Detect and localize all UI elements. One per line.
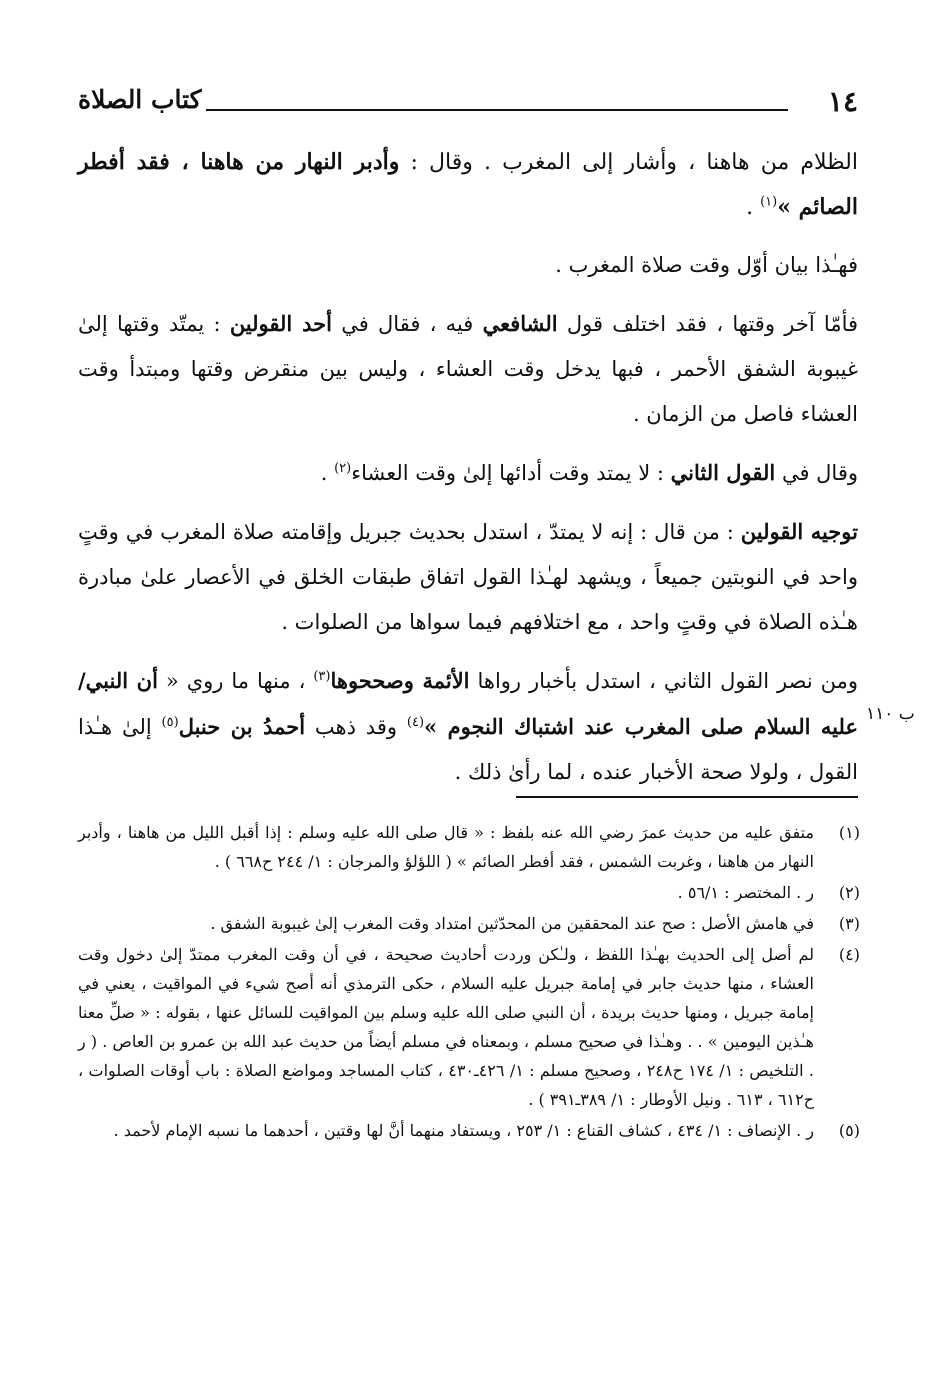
text-run: . — [746, 195, 761, 220]
footnote-ref: (١) — [760, 194, 778, 210]
text-run: : يمتّد وقتها إلىٰ غيبوبة الشفق الأحمر ، فبها يدخل وقت العشاء ، وليس بين منقرض وقتها ومبتدأ وقت العشاء فاصل من الزمان . — [78, 312, 858, 426]
text-run: وقد ذهب — [305, 715, 407, 739]
text-run: ومن نصر القول الثاني ، استدل بأخبار رواها — [469, 669, 858, 693]
footnote-text: في هامش الأصل : صح عند المحققين من المحدّثين امتداد وقت المغرب إلىٰ غيبوبة الشفق . — [210, 914, 814, 933]
bold-quote: وأدبر النهار من هاهنا ، فقد أفطر الصائم » — [78, 149, 858, 220]
footnote — [78, 909, 860, 938]
text-run: إلىٰ هـٰذا القول ، ولولا صحة الأخبار عنده ، لما رأىٰ ذلك . — [78, 715, 858, 784]
footnote-ref: (٥) — [161, 715, 179, 730]
bold-term: أحد القولين — [229, 311, 332, 336]
paragraph — [78, 301, 858, 437]
paragraph — [78, 658, 858, 795]
footnote — [78, 1116, 860, 1145]
footnote-text: لم أصل إلى الحديث بهـٰذا اللفظ ، ولـٰكن وردت أحاديث صحيحة ، في أن وقت المغرب ممتدّ إلىٰ دخول وقت العشاء ، منها حديث جابر في إمامة جبريل عليه السلام ، حكى الترمذي أنه أصح شيء في المواقيت ، يعني في إمامة جبريل ، ومنها حديث بريدة ، أن النبي صلى الله عليه وسلم بين المواقيت للسائل عنها ، بقوله : « صلِّ معنا هـٰذين اليومين » . . وهـٰذا في صحيح مسلم ، وبمعناه في مسلم أيضاً من حديث عبد الله بن عمرو بن العاص . ( ر . التلخيص : ١/ ١٧٤ ح٢٤٨ ، وصحيح مسلم : ١/ ٤٢٦ـ٤٣٠ ، كتاب المساجد ومواضع الصلاة : باب أوقات الصلوات ، ح٦١٢ ، ٦١٣ . ونيل الأوطار : ١/ ٣٨٩ـ٣٩١ ) . — [78, 945, 815, 1109]
paragraph — [78, 450, 858, 496]
footnote — [78, 940, 860, 1114]
manuscript-folio-note: ب ١١٠ — [866, 704, 915, 724]
paragraph — [78, 140, 858, 230]
bold-name: الشافعي — [482, 311, 558, 336]
footnote-text: ر . المختصر : ٥٦/١ . — [677, 883, 814, 902]
text-run: فأمّا آخر وقتها ، فقد اختلف قول — [557, 312, 859, 336]
text-run: : لا يمتد وقت أدائها إلىٰ وقت العشاء — [351, 461, 671, 485]
paragraph — [78, 509, 858, 645]
footnote-text: ر . الإنصاف : ١/ ٤٣٤ ، كشاف القناع : ١/ ٢٥٣ ، ويستفاد منهما أنَّ لها وقتين ، أحدهما ما نسبه الإمام لأحمد . — [113, 1121, 814, 1140]
footnote-text: متفق عليه من حديث عمرَ رضي الله عنه بلفظ : « قال صلى الله عليه وسلم : إذا أقبل الليل من هاهنا ، وأدبر النهار من هاهنا ، وغربت الشمس ، فقد أفطر الصائم » ( اللؤلؤ والمرجان : ١/ ٢٤٤ ح٦٦٨ ) . — [78, 823, 814, 871]
footnote-number: (٢) — [838, 883, 860, 902]
footnote — [78, 818, 860, 876]
page-header — [78, 85, 858, 125]
footnote-ref: (٤) — [406, 715, 425, 730]
text-run: : من قال : إنه لا يمتدّ ، استدل بحديث جبريل وإقامته صلاة المغرب في وقتٍ واحد في النوبتين جميعاً ، ويشهد لهـٰذا القول اتفاق طبقات الخلق في الأعصار علىٰ مبادرة هـٰذه الصلاة في وقتٍ واحد ، مع اختلافهم فيما سواها من الصلوات . — [78, 520, 858, 634]
paragraph — [78, 243, 858, 288]
footnote-number: (٥) — [838, 1121, 860, 1140]
footnote-ref: (٢) — [334, 461, 352, 476]
text-run: . — [320, 461, 335, 485]
running-title: كتاب الصلاة — [78, 85, 202, 114]
bold-name: أحمدُ بن حنبل — [178, 714, 306, 739]
text-run: فهـٰذا بيان أوّل وقت صلاة المغرب . — [555, 253, 858, 277]
text-run: فيه ، فقال في — [331, 312, 483, 336]
footnote-separator — [516, 796, 858, 798]
bold-heading: توجيه القولين — [740, 519, 858, 544]
text-run: وقال في — [775, 461, 858, 485]
footnote-number: (٣) — [838, 914, 860, 933]
footnote-number: (١) — [838, 823, 860, 842]
footnote-number: (٤) — [838, 945, 860, 964]
footnotes — [78, 818, 860, 1147]
text-run: الظلام من هاهنا ، وأشار إلى المغرب . وقال : — [399, 150, 858, 175]
page-number: ١٤ — [827, 85, 858, 118]
bold-quote: أن النبي/ عليه السلام صلى المغرب عند اشتباك النجوم » — [78, 668, 858, 739]
header-rule — [206, 109, 788, 111]
footnote — [78, 878, 860, 907]
bold-term: الأئمة وصححوها — [330, 668, 470, 693]
footnote-ref: (٣) — [313, 669, 331, 684]
main-text — [78, 140, 858, 808]
bold-term: القول الثاني — [670, 460, 776, 485]
text-run: ، منها ما روي « — [157, 669, 314, 693]
